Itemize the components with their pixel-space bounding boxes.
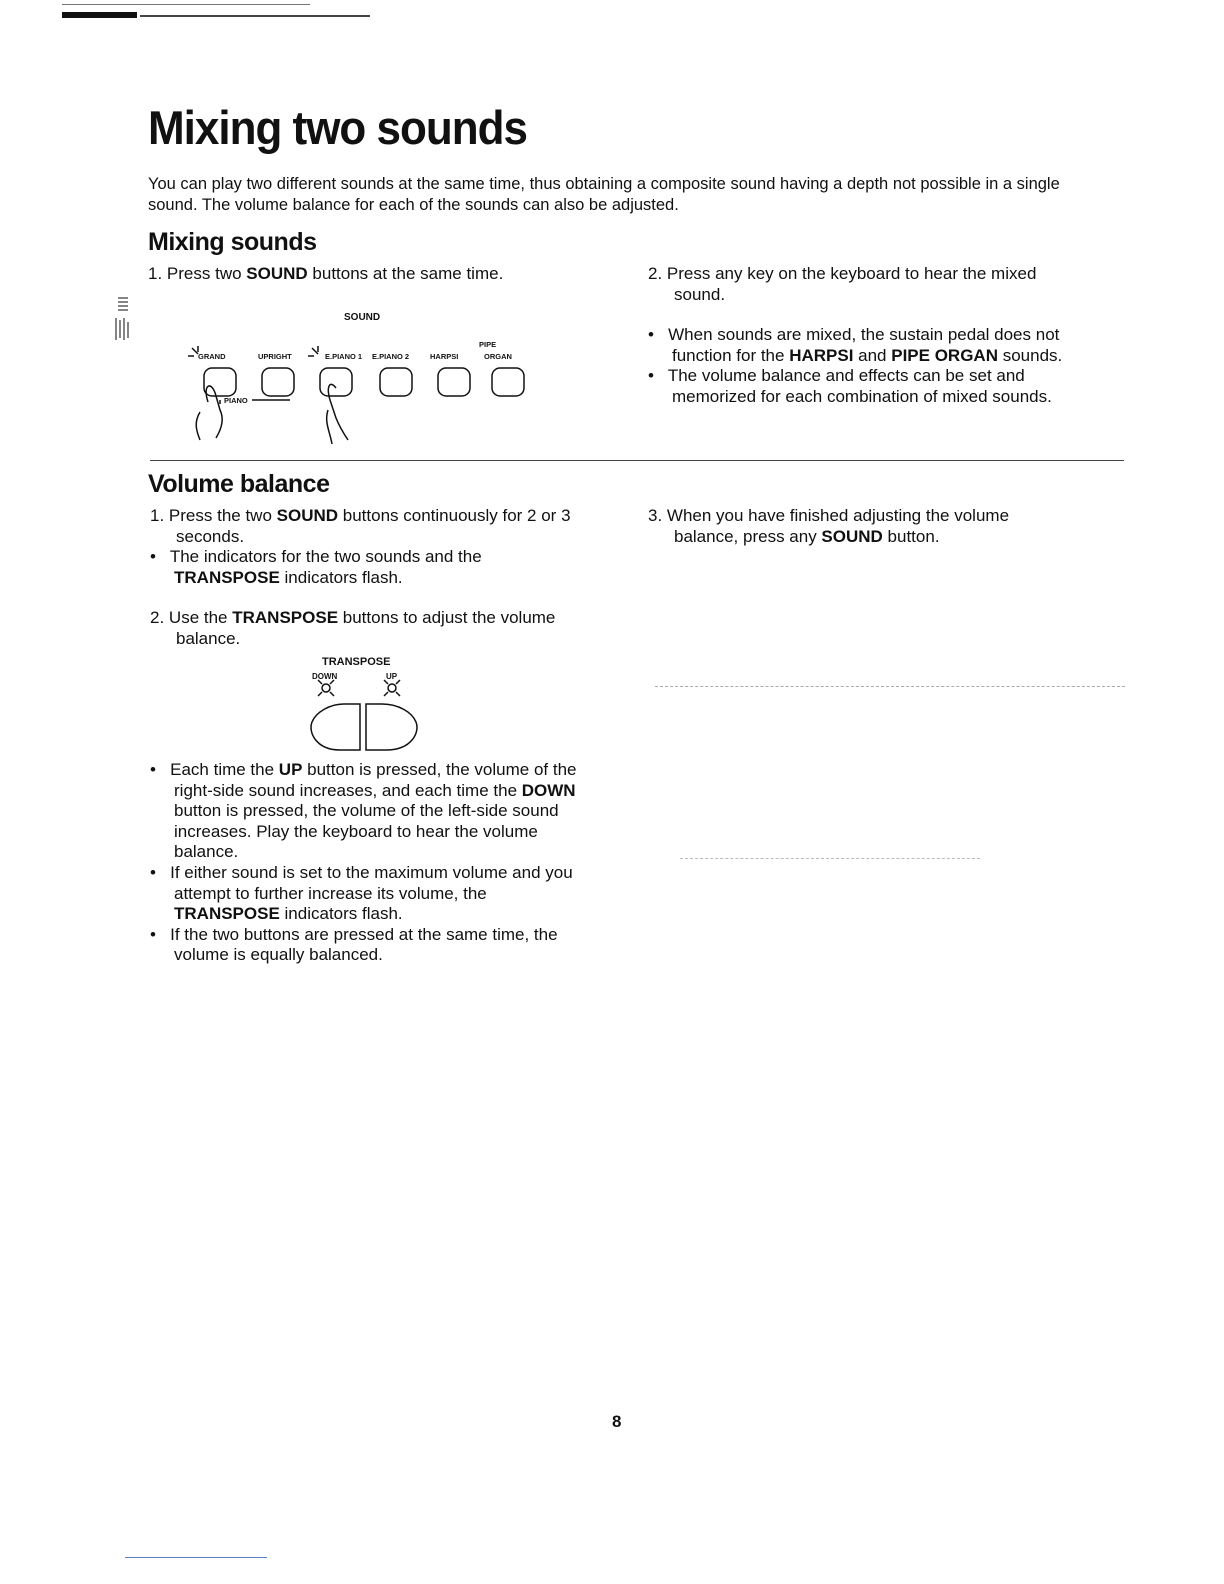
volume-bullet-maximum: • If either sound is set to the maximum volume and you attempt to further increase its volume, the TRANSPOSE indicators flash. <box>150 862 573 924</box>
mixing-step-1: 1. Press two SOUND buttons at the same time. <box>148 264 504 283</box>
transpose-up-button <box>366 704 417 750</box>
margin-marks <box>112 290 132 360</box>
volume-left-bullets <box>150 760 582 966</box>
transpose-down-label: DOWN <box>312 672 338 681</box>
sound-button-label-harpsi: HARPSI <box>430 352 459 361</box>
mixing-step-2: 2. Press any key on the keyboard to hear the mixed sound. <box>648 264 1037 304</box>
volume-balance-heading: Volume balance <box>148 470 330 498</box>
page-title: Mixing two sounds <box>148 102 527 155</box>
transpose-buttons-diagram <box>290 654 440 758</box>
mixing-left-column <box>148 264 588 285</box>
scan-artifact-line <box>655 686 1125 688</box>
sound-button-epiano1 <box>320 368 352 396</box>
transpose-down-button <box>311 704 360 750</box>
footer-rule <box>125 1557 267 1558</box>
volume-left-column <box>150 506 582 650</box>
sound-button-epiano2 <box>380 368 412 396</box>
volume-bullet-equal: • If the two buttons are pressed at the same time, the volume is equally balanced. <box>150 924 558 965</box>
pipe-label: PIPE <box>479 340 497 349</box>
page-number: 8 <box>612 1412 622 1431</box>
volume-step-1: 1. Press the two SOUND buttons continuously for 2 or 3 seconds. <box>150 506 571 546</box>
sound-button-organ <box>492 368 524 396</box>
header-bar <box>62 12 137 18</box>
sound-button-label-epiano2: E.PIANO 2 <box>372 352 410 361</box>
sound-button-grand <box>204 368 236 396</box>
mixing-bullet-memorize: • The volume balance and effects can be set and memorized for each combination of mixed sounds. <box>648 366 1052 406</box>
transpose-up-label: UP <box>386 672 398 681</box>
transpose-diagram-label: TRANSPOSE <box>322 656 391 668</box>
volume-bullet-up-down: • Each time the UP button is pressed, the volume of the right-side sound increases, and each time the DOWN button is pressed, the volume of the left-side sound increases. Play the keyboard to hear the volume balance. <box>150 760 577 862</box>
sound-buttons-diagram <box>180 300 540 450</box>
volume-right-column <box>648 506 1076 547</box>
mixing-sounds-heading: Mixing sounds <box>148 228 317 256</box>
sound-buttons-art <box>180 300 540 450</box>
volume-step-2: 2. Use the TRANSPOSE buttons to adjust the volume balance. <box>150 608 556 648</box>
sound-button-harpsi <box>438 368 470 396</box>
header-thin-rule <box>62 4 310 5</box>
transpose-buttons-art <box>290 654 440 758</box>
sound-button-label-upright: UPRIGHT <box>258 352 292 361</box>
volume-bullet-indicators: • The indicators for the two sounds and the TRANSPOSE indicators flash. <box>150 547 482 587</box>
sound-button-upright <box>262 368 294 396</box>
piano-group-label: PIANO <box>224 396 248 405</box>
intro-paragraph: You can play two different sounds at the same time, thus obtaining a composite sound having a depth not possible in a single sound. The volume balance for each of the sounds can also be adjusted. <box>148 175 1060 214</box>
mixing-bullet-sustain: • When sounds are mixed, the sustain pedal does not function for the HARPSI and PIPE ORGAN sounds. <box>648 325 1063 365</box>
mixing-right-column <box>648 264 1076 408</box>
volume-step-3: 3. When you have finished adjusting the volume balance, press any SOUND button. <box>648 506 1010 546</box>
section-divider <box>150 460 1124 461</box>
sound-diagram-label: SOUND <box>344 312 381 323</box>
sound-button-label-organ: ORGAN <box>484 352 512 361</box>
header-rule <box>140 15 370 17</box>
scan-artifact-line-2 <box>680 858 980 860</box>
sound-button-label-epiano1: E.PIANO 1 <box>325 352 363 361</box>
sound-button-label-grand: GRAND <box>198 352 226 361</box>
